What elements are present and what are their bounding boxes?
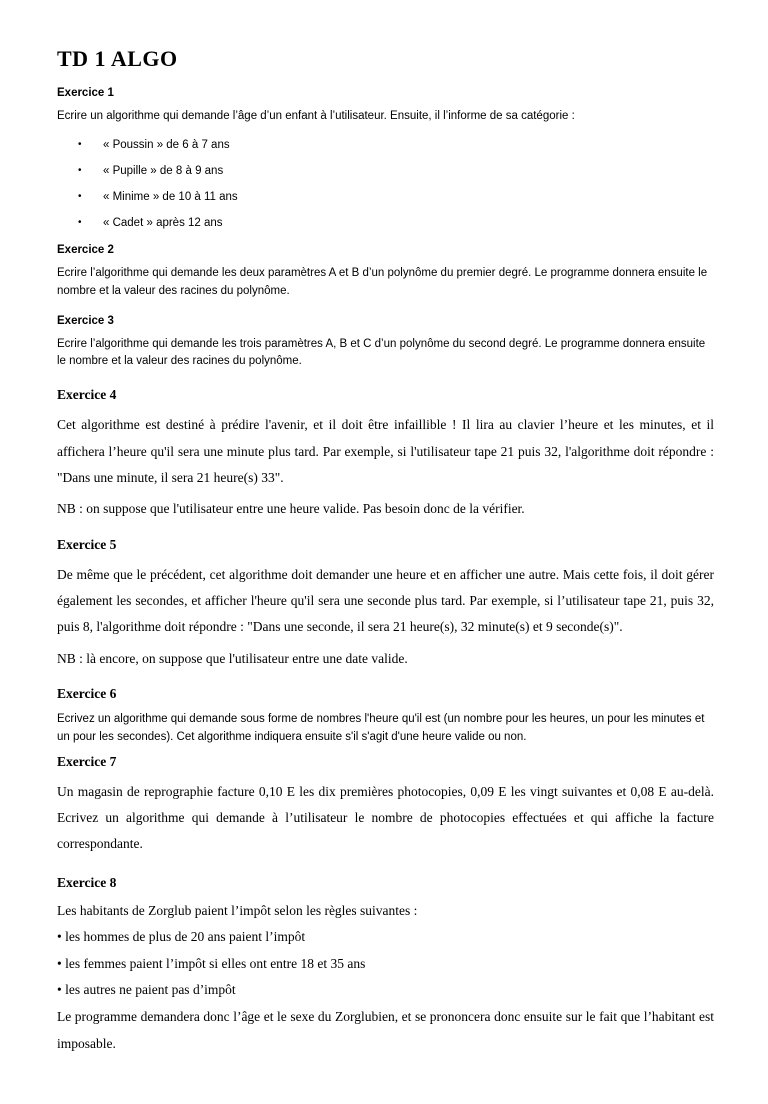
- exercise-5-heading: Exercice 5: [57, 536, 117, 552]
- bullet-item: • « Pupille » de 8 à 9 ans: [103, 165, 714, 177]
- exercise-5-section: [57, 537, 714, 670]
- exercise-4-note: NB : on suppose que l'utilisateur entre une heure valide. Pas besoin donc de la vérifier.: [57, 501, 525, 517]
- bullet-item: • les autres ne paient pas d’impôt: [57, 978, 714, 1002]
- exercise-8-bullet-list: [57, 925, 714, 1002]
- exercise-1-bullet-list: [57, 139, 714, 229]
- exercise-5-note: NB : là encore, on suppose que l'utilisateur entre une date valide.: [57, 650, 408, 666]
- exercise-8-intro: Les habitants de Zorglub paient l’impôt selon les règles suivantes :: [57, 902, 418, 918]
- exercise-7-paragraph: Un magasin de reprographie facture 0,10 E les dix premières photocopies, 0,09 E les vingt suivantes et 0,08 E au-delà. Ecrivez un algorithme qui demande à l’utilisateur le nombre de photocopies effectuées et qui affiche la facture correspondante.: [57, 783, 714, 852]
- exercise-1-intro: Ecrire un algorithme qui demande l’âge d’un enfant à l’utilisateur. Ensuite, il l’informe de sa catégorie :: [57, 110, 575, 122]
- exercise-8-paragraph: Le programme demandera donc l’âge et le sexe du Zorglubien, et se prononcera donc ensuite sur le fait que l’habitant est imposable.: [57, 1009, 714, 1051]
- document-title: TD 1 ALGO: [57, 46, 178, 71]
- bullet-item: • « Minime » de 10 à 11 ans: [103, 191, 714, 203]
- exercise-4-paragraph: Cet algorithme est destiné à prédire l'avenir, et il doit être infaillible ! Il lira au clavier l’heure et les minutes, et il affichera l’heure qu'il sera une minute plus tard. Par exemple, si l'utilisateur tape 21 puis 32, l'algorithme doit répondre : "Dans une minute, il sera 21 heure(s) 33".: [57, 417, 714, 485]
- exercise-5-paragraph: De même que le précédent, cet algorithme doit demander une heure et en afficher une autre. Mais cette fois, il doit gérer également les secondes, et afficher l'heure qu'il sera une seconde plus tard. Par exemple, si l’utilisateur tape 21, puis 32, puis 8, l'algorithme doit répondre : "Dans une seconde, il sera 21 heure(s), 32 minute(s) et 9 seconde(s)".: [57, 566, 714, 635]
- bullet-item: • les hommes de plus de 20 ans paient l’impôt: [57, 925, 714, 949]
- exercise-1-heading: Exercice 1: [57, 87, 114, 99]
- bullet-item: • « Cadet » après 12 ans: [103, 217, 714, 229]
- exercise-3-section: [57, 315, 714, 371]
- exercise-2-section: [57, 244, 714, 300]
- exercise-6-paragraph: Ecrivez un algorithme qui demande sous forme de nombres l'heure qu'il est (un nombre pour les heures, un pour les minutes et un pour les secondes). Cet algorithme indiquera ensuite s'il s'agit d'une heure valide ou non.: [57, 713, 705, 743]
- exercise-3-heading: Exercice 3: [57, 314, 114, 327]
- exercise-8-section: [57, 875, 714, 1057]
- exercise-2-paragraph: Ecrire l’algorithme qui demande les deux paramètres A et B d’un polynôme du premier degré. Le programme donnera ensuite le nombre et la valeur des racines du polynôme.: [57, 267, 708, 297]
- bullet-item: • les femmes paient l’impôt si elles ont entre 18 et 35 ans: [57, 952, 714, 976]
- exercise-4-heading: Exercice 4: [57, 387, 117, 403]
- exercise-1-section: [57, 87, 714, 229]
- exercise-6-section: [57, 686, 714, 746]
- exercise-2-heading: Exercice 2: [57, 244, 114, 257]
- exercise-8-heading: Exercice 8: [57, 874, 117, 890]
- exercise-3-paragraph: Ecrire l’algorithme qui demande les trois paramètres A, B et C d’un polynôme du second degré. Le programme donnera ensuite le nombre et la valeur des racines du polynôme.: [57, 337, 706, 367]
- exercise-6-heading: Exercice 6: [57, 686, 117, 702]
- bullet-item: • « Poussin » de 6 à 7 ans: [103, 139, 714, 151]
- exercise-4-section: [57, 387, 714, 520]
- exercise-7-section: [57, 754, 714, 858]
- exercise-7-heading: Exercice 7: [57, 753, 117, 769]
